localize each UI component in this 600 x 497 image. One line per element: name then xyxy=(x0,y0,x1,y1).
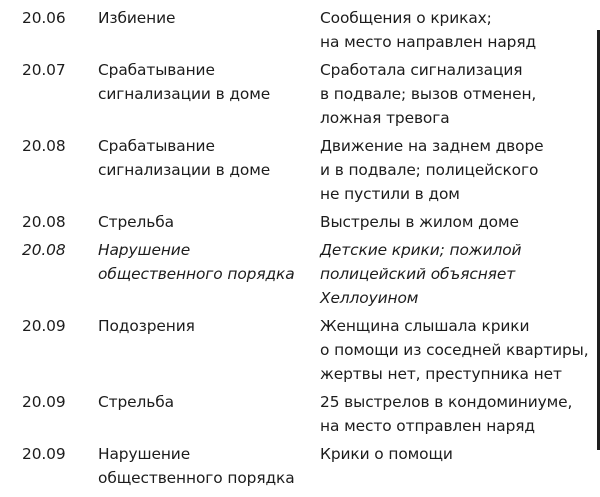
entry-time: 20.09 xyxy=(22,317,66,335)
entry-time: 20.09 xyxy=(22,393,66,411)
entry-incident: Избиение xyxy=(98,9,176,27)
entry-incident: Подозрения xyxy=(98,317,195,335)
entry-time: 20.08 xyxy=(22,241,66,259)
log-entry xyxy=(22,58,592,130)
log-entry xyxy=(22,134,592,206)
entry-incident: Срабатывание сигнализации в доме xyxy=(98,61,271,103)
entry-incident: Стрельба xyxy=(98,393,174,411)
entry-details: Сообщения о криках; на место направлен наряд xyxy=(320,9,537,51)
entry-details: Выстрелы в жилом доме xyxy=(320,213,519,231)
entry-time: 20.08 xyxy=(22,137,66,155)
entry-time: 20.08 xyxy=(22,213,66,231)
entry-time: 20.09 xyxy=(22,445,66,463)
log-entry xyxy=(22,390,592,438)
log-entry xyxy=(22,210,592,234)
entry-incident: Нарушение общественного порядка xyxy=(98,241,295,283)
entry-details: 25 выстрелов в кондоминиуме, на место отправлен наряд xyxy=(320,393,573,435)
entry-incident: Нарушение общественного порядка xyxy=(98,445,295,487)
entry-time: 20.06 xyxy=(22,9,66,27)
incident-log xyxy=(22,6,592,494)
entry-details: Детские крики; пожилой полицейский объясняет Хеллоуином xyxy=(320,241,522,307)
log-entry xyxy=(22,314,592,386)
entry-details: Сработала сигнализация в подвале; вызов отменен, ложная тревога xyxy=(320,61,537,127)
entry-details: Движение на заднем дворе и в подвале; полицейского не пустили в дом xyxy=(320,137,544,203)
entry-time: 20.07 xyxy=(22,61,66,79)
log-entry xyxy=(22,238,592,310)
log-entry xyxy=(22,442,592,490)
entry-incident: Срабатывание сигнализации в доме xyxy=(98,137,271,179)
entry-details: Женщина слышала крики о помощи из соседней квартиры, жертвы нет, преступника нет xyxy=(320,317,589,383)
entry-incident: Стрельба xyxy=(98,213,174,231)
log-entry xyxy=(22,6,592,54)
entry-details: Крики о помощи xyxy=(320,445,453,463)
